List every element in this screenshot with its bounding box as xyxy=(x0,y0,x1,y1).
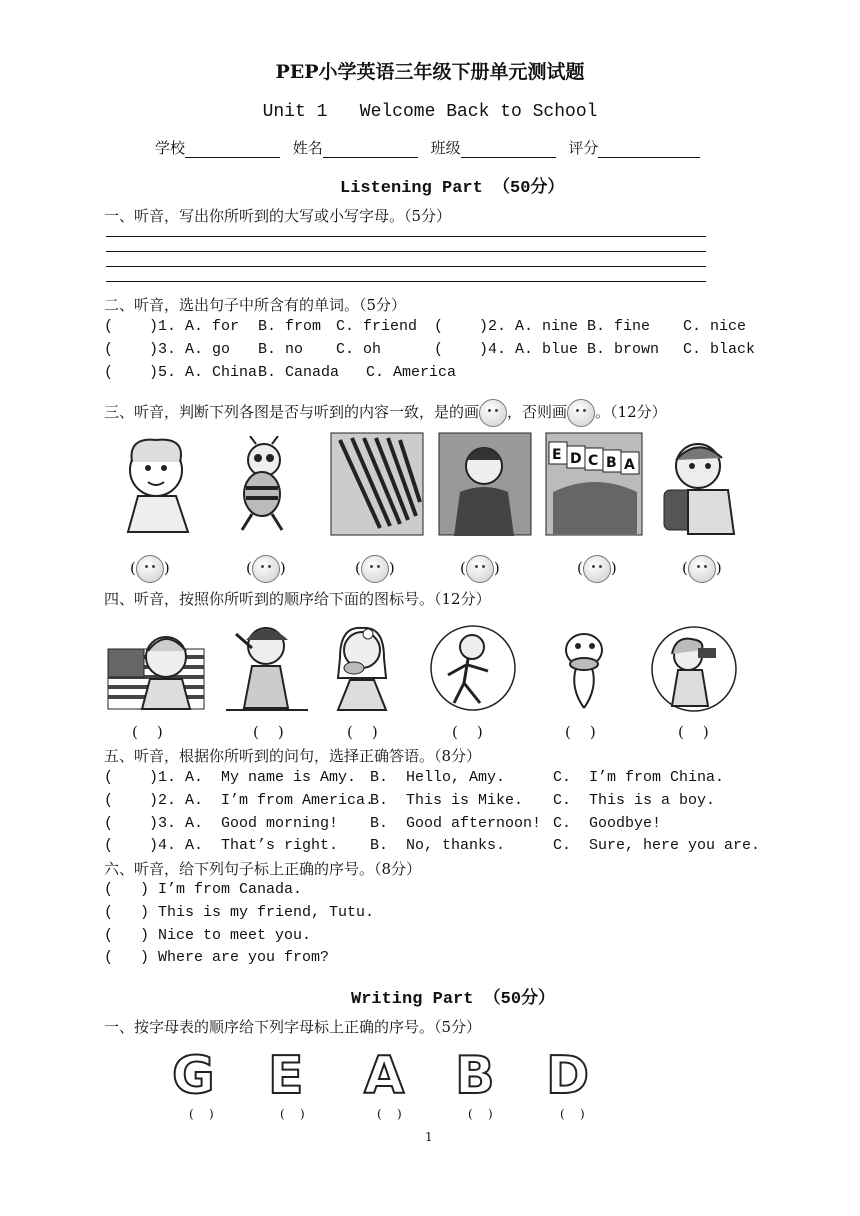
field-class-blank[interactable] xyxy=(461,141,556,158)
s2-q3: ( )3. A. go xyxy=(104,341,231,358)
s4-answer-1[interactable]: ( ) xyxy=(132,723,163,741)
writing-line-3[interactable] xyxy=(106,266,706,267)
s5-q3-a: ( )3. A. Good morning! xyxy=(104,815,339,832)
field-school-label: 学校 xyxy=(155,139,186,157)
writing-answer-5[interactable]: ( ) xyxy=(560,1107,585,1121)
svg-text:B: B xyxy=(606,455,617,471)
s3-answer-6[interactable]: ( ) xyxy=(682,555,722,583)
s3-answer-5[interactable]: ( ) xyxy=(577,555,617,583)
listening-s4-title: 四、听音，按照你所听到的顺序给下面的图标号。（12分） xyxy=(104,590,491,608)
picture-girl-with-flag xyxy=(106,617,206,711)
s4-answer-3[interactable]: ( ) xyxy=(347,723,378,741)
field-class-label: 班级 xyxy=(430,139,461,157)
picture-children-with-letters xyxy=(545,432,643,536)
letter-b-drawing: B xyxy=(455,1046,495,1106)
s2-q4-c: C. black xyxy=(683,341,756,358)
s3-answer-4[interactable]: ( ) xyxy=(460,555,500,583)
s5-q1-c: C. I’m from China. xyxy=(553,769,725,786)
s4-answer-2[interactable]: ( ) xyxy=(253,723,284,741)
listening-heading: Listening Part （50分） xyxy=(340,179,565,198)
picture-girl-saluting xyxy=(222,620,310,712)
s5-q2-c: C. This is a boy. xyxy=(553,792,716,809)
listening-s1-title: 一、听音，写出你所听到的大写或小写字母。（5分） xyxy=(104,207,452,225)
s2-q1-b: B. from xyxy=(258,318,322,335)
s4-answer-6[interactable]: ( ) xyxy=(678,723,709,741)
listening-s2-title: 二、听音，选出句子中所含有的单词。（5分） xyxy=(104,296,407,314)
s3-title-part-b: ，否则画 xyxy=(507,403,568,421)
s2-q5: ( )5. A. China xyxy=(104,364,258,381)
unit-title: Unit 1 Welcome Back to School xyxy=(262,102,598,122)
field-score-blank[interactable] xyxy=(598,141,700,158)
s4-answer-5[interactable]: ( ) xyxy=(565,723,596,741)
s2-q4: ( )4. A. blue xyxy=(434,341,579,358)
s2-q5-b: B. Canada xyxy=(258,364,340,381)
picture-girl-with-camera xyxy=(646,626,742,712)
svg-text:E: E xyxy=(552,447,562,463)
writing-line-1[interactable] xyxy=(106,236,706,237)
letter-e-drawing: E xyxy=(268,1046,304,1106)
writing-line-2[interactable] xyxy=(106,251,706,252)
page-title: PEP小学英语三年级下册单元测试题 xyxy=(275,61,585,83)
face-icon xyxy=(252,555,280,583)
listening-s3-title xyxy=(104,399,667,427)
s3-title-part-a: 三、听音，判断下列各图是否与听到的内容一致，是的画 xyxy=(104,403,480,421)
picture-girl-eating xyxy=(322,622,404,712)
picture-girl xyxy=(108,432,208,536)
s3-answer-1[interactable]: ( ) xyxy=(130,555,170,583)
face-icon xyxy=(136,555,164,583)
writing-s1-title: 一、按字母表的顺序给下列字母标上正确的序号。（5分） xyxy=(104,1018,482,1036)
letter-a-drawing: A xyxy=(364,1046,405,1106)
s2-q1-c: C. friend xyxy=(336,318,418,335)
s2-q2: ( )2. A. nine xyxy=(434,318,579,335)
s5-q3-b: B. Good afternoon! xyxy=(370,815,542,832)
picture-boy-with-backpack xyxy=(658,436,742,536)
s5-q4-b: B. No, thanks. xyxy=(370,837,506,854)
page-number: 1 xyxy=(425,1130,433,1144)
field-school-blank[interactable] xyxy=(185,141,280,158)
s3-answer-3[interactable]: ( ) xyxy=(355,555,395,583)
s2-q3-c: C. oh xyxy=(336,341,382,358)
writing-answer-4[interactable]: ( ) xyxy=(468,1107,493,1121)
s5-q1-a: ( )1. A. My name is Amy. xyxy=(104,769,357,786)
letter-d-drawing: D xyxy=(546,1046,590,1106)
student-info-fields xyxy=(155,137,708,158)
s2-q4-b: B. brown xyxy=(587,341,660,358)
listening-s6-title: 六、听音，给下列句子标上正确的序号。（8分） xyxy=(104,860,422,878)
s5-q1-b: B. Hello, Amy. xyxy=(370,769,506,786)
s4-answer-4[interactable]: ( ) xyxy=(452,723,483,741)
svg-text:C: C xyxy=(588,453,599,469)
s6-item-1: ( ) I’m from Canada. xyxy=(104,881,303,898)
s6-item-2: ( ) This is my friend, Tutu. xyxy=(104,904,375,921)
writing-heading: Writing Part （50分） xyxy=(351,990,556,1009)
s5-q3-c: C. Goodbye! xyxy=(553,815,662,832)
face-icon xyxy=(466,555,494,583)
s2-q5-c: C. America xyxy=(366,364,457,381)
s2-q1: ( )1. A. for xyxy=(104,318,240,335)
writing-answer-2[interactable]: ( ) xyxy=(280,1107,305,1121)
writing-line-4[interactable] xyxy=(106,281,706,282)
s3-title-part-c: 。（12分） xyxy=(595,403,667,421)
field-name-label: 姓名 xyxy=(292,139,323,157)
field-name-blank[interactable] xyxy=(323,141,418,158)
s5-q4-c: C. Sure, here you are. xyxy=(553,837,761,854)
s5-q2-a: ( )2. A. I’m from America. xyxy=(104,792,375,809)
sad-face-icon xyxy=(567,399,595,427)
svg-text:A: A xyxy=(624,457,635,473)
face-icon xyxy=(688,555,716,583)
smiley-face-icon xyxy=(479,399,507,427)
s2-q3-b: B. no xyxy=(258,341,304,358)
picture-pencils xyxy=(330,432,424,536)
field-score-label: 评分 xyxy=(568,139,599,157)
face-icon xyxy=(361,555,389,583)
picture-boy-walking xyxy=(424,625,522,711)
letter-g-drawing: G xyxy=(172,1046,215,1106)
listening-s5-title: 五、听音，根据你所听到的问句，选择正确答语。（8分） xyxy=(104,747,482,765)
writing-answer-3[interactable]: ( ) xyxy=(377,1107,402,1121)
s5-q2-b: B. This is Mike. xyxy=(370,792,524,809)
writing-answer-1[interactable]: ( ) xyxy=(189,1107,214,1121)
s5-q4-a: ( )4. A. That’s right. xyxy=(104,837,339,854)
s3-answer-2[interactable]: ( ) xyxy=(246,555,286,583)
picture-duck xyxy=(544,628,624,712)
s2-q2-c: C. nice xyxy=(683,318,747,335)
picture-bee xyxy=(222,436,302,532)
face-icon xyxy=(583,555,611,583)
s2-q2-b: B. fine xyxy=(587,318,651,335)
s6-item-4: ( ) Where are you from? xyxy=(104,949,330,966)
svg-text:D: D xyxy=(570,451,582,467)
picture-girl-at-desk xyxy=(438,432,532,536)
s6-item-3: ( ) Nice to meet you. xyxy=(104,927,312,944)
